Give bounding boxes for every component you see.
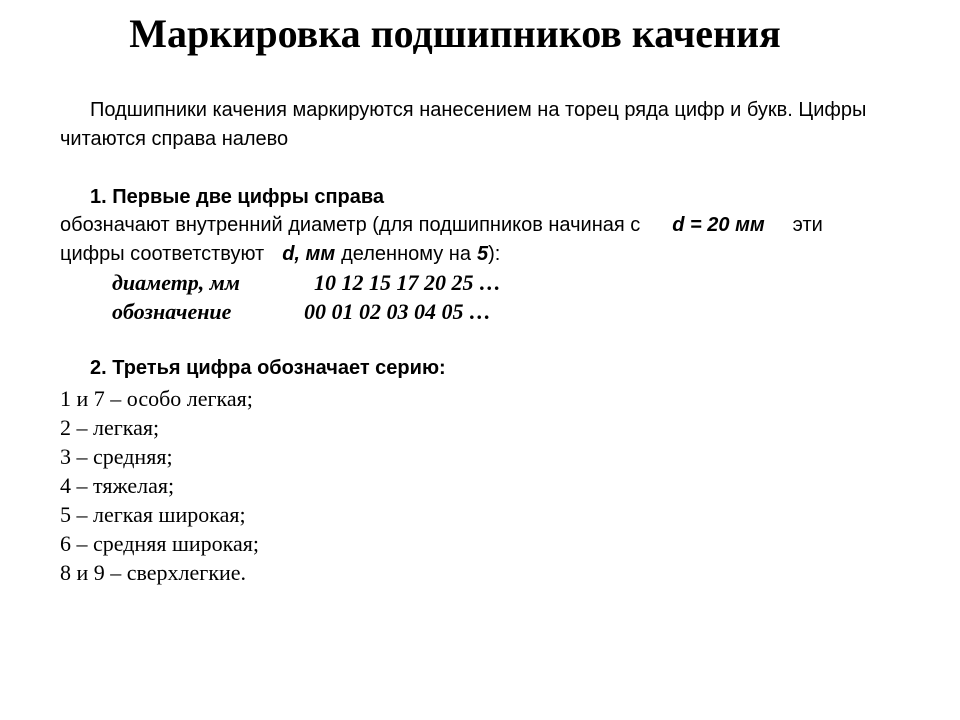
page-title: Маркировка подшипников качения	[129, 11, 781, 56]
desc1-text-a: обозначают внутренний диаметр (для подшипников начиная с	[60, 214, 641, 236]
designation-values: 00 01 02 03 04 05 …	[304, 299, 491, 324]
designation-label: обозначение	[112, 299, 232, 324]
desc1-d-value: d = 20 мм	[672, 214, 765, 236]
section1-desc-line1	[60, 211, 823, 240]
series-item: 1 и 7 – особо легкая;	[60, 386, 253, 411]
series-item: 3 – средняя;	[60, 444, 173, 469]
desc2-text-b: деленному на	[341, 243, 471, 265]
desc2-text-a: цифры соответствуют	[60, 243, 265, 265]
section1-heading: 1. Первые две цифры справа	[90, 186, 385, 208]
intro-line-2: читаются справа налево	[60, 128, 289, 150]
desc2-d-unit: d, мм	[282, 243, 336, 265]
series-item: 2 – легкая;	[60, 415, 160, 440]
section2-heading: 2. Третья цифра обозначает серию:	[90, 357, 446, 379]
desc2-end: ):	[488, 243, 501, 265]
desc1-text-b: эти	[792, 214, 823, 236]
diameter-label: диаметр, мм	[112, 270, 240, 295]
series-item: 4 – тяжелая;	[60, 473, 175, 498]
series-item: 5 – легкая широкая;	[60, 502, 246, 527]
section1-desc-line2	[60, 240, 500, 269]
series-item: 8 и 9 – сверхлегкие.	[60, 560, 247, 585]
intro-line-1: Подшипники качения маркируются нанесением на торец ряда цифр и букв. Цифры	[90, 99, 867, 121]
series-item: 6 – средняя широкая;	[60, 531, 260, 556]
desc2-five: 5	[476, 243, 489, 265]
diameter-values: 10 12 15 17 20 25 …	[314, 270, 501, 295]
